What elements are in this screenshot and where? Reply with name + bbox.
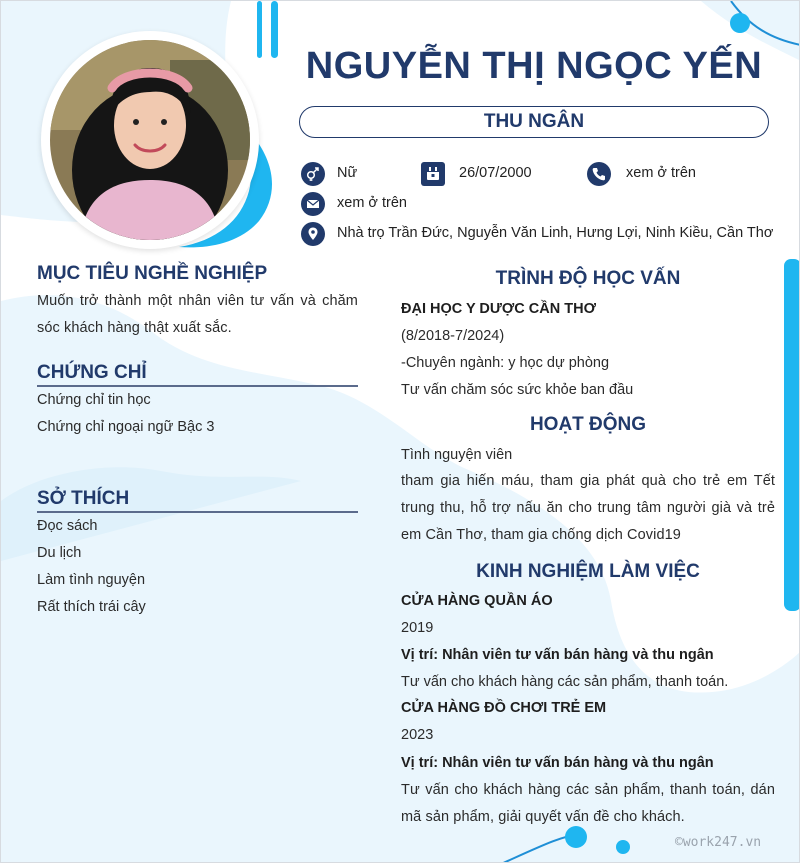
certificate-item: Chứng chỉ ngoại ngữ Bậc 3 — [37, 419, 215, 435]
job-position: Vị trí: Nhân viên tư vấn bán hàng và thu ngân — [401, 755, 714, 771]
birthdate-value: 26/07/2000 — [459, 165, 532, 181]
candidate-name: NGUYỄN THỊ NGỌC YẾN — [305, 45, 763, 87]
education-major: -Chuyên ngành: y học dự phòng — [401, 355, 610, 371]
job-title-badge — [299, 106, 769, 138]
activities-role: Tình nguyện viên — [401, 447, 513, 463]
calendar-icon — [421, 162, 445, 186]
email-value: xem ở trên — [337, 195, 407, 211]
objective-text: Muốn trở thành một nhân viên tư vấn và chăm sóc khách hàng thật xuất sắc. — [37, 293, 358, 336]
job-company: CỬA HÀNG QUẦN ÁO — [401, 593, 553, 609]
experience-title: KINH NGHIỆM LÀM VIỆC — [476, 561, 700, 582]
job-position: Vị trí: Nhân viên tư vấn bán hàng và thu ngân — [401, 647, 714, 663]
hobby-item: Du lịch — [37, 545, 82, 561]
job-description: Tư vấn cho khách hàng các sản phẩm, thanh toán, dán mã sản phẩm, giải quyết vấn đề cho khách. — [401, 782, 775, 825]
hobby-item: Làm tình nguyện — [37, 572, 146, 588]
job-company: CỬA HÀNG ĐỒ CHƠI TRẺ EM — [401, 700, 607, 716]
education-period: (8/2018-7/2024) — [401, 328, 505, 344]
avatar — [50, 40, 250, 240]
activities-title: HOẠT ĐỘNG — [529, 414, 647, 435]
activities-text: tham gia hiến máu, tham gia phát quà cho trẻ em Tết trung thu, hỗ trợ nấu ăn cho trung tâm người già và trẻ em Cần Thơ, tham gia chống dịch Covid19 — [401, 473, 775, 543]
avatar-frame — [41, 31, 259, 249]
certificates-divider — [37, 385, 358, 387]
job-title: THU NGÂN — [483, 111, 585, 132]
mail-icon — [301, 192, 325, 216]
hobbies-divider — [37, 511, 358, 513]
education-note: Tư vấn chăm sóc sức khỏe ban đầu — [401, 382, 634, 398]
phone-icon — [587, 162, 611, 186]
job-description: Tư vấn cho khách hàng các sản phẩm, thanh toán. — [401, 674, 729, 690]
hobby-item: Đọc sách — [37, 518, 98, 534]
phone-value: xem ở trên — [626, 165, 696, 181]
job-year: 2023 — [401, 727, 434, 743]
watermark: ©work247.vn — [675, 835, 762, 850]
objective-title: MỤC TIÊU NGHỀ NGHIỆP — [37, 263, 268, 284]
gender-icon — [301, 162, 325, 186]
hobbies-title: SỞ THÍCH — [37, 488, 130, 509]
certificate-item: Chứng chỉ tin học — [37, 392, 151, 408]
address-value: Nhà trọ Trần Đức, Nguyễn Văn Linh, Hưng Lợi, Ninh Kiều, Cần Thơ — [337, 225, 774, 241]
certificates-title: CHỨNG CHỈ — [37, 362, 147, 383]
education-school: ĐẠI HỌC Y DƯỢC CẦN THƠ — [401, 301, 596, 317]
job-year: 2019 — [401, 620, 434, 636]
location-icon — [301, 222, 325, 246]
education-title: TRÌNH ĐỘ HỌC VẤN — [495, 268, 681, 289]
hobby-item: Rất thích trái cây — [37, 599, 146, 615]
gender-value: Nữ — [337, 165, 358, 181]
